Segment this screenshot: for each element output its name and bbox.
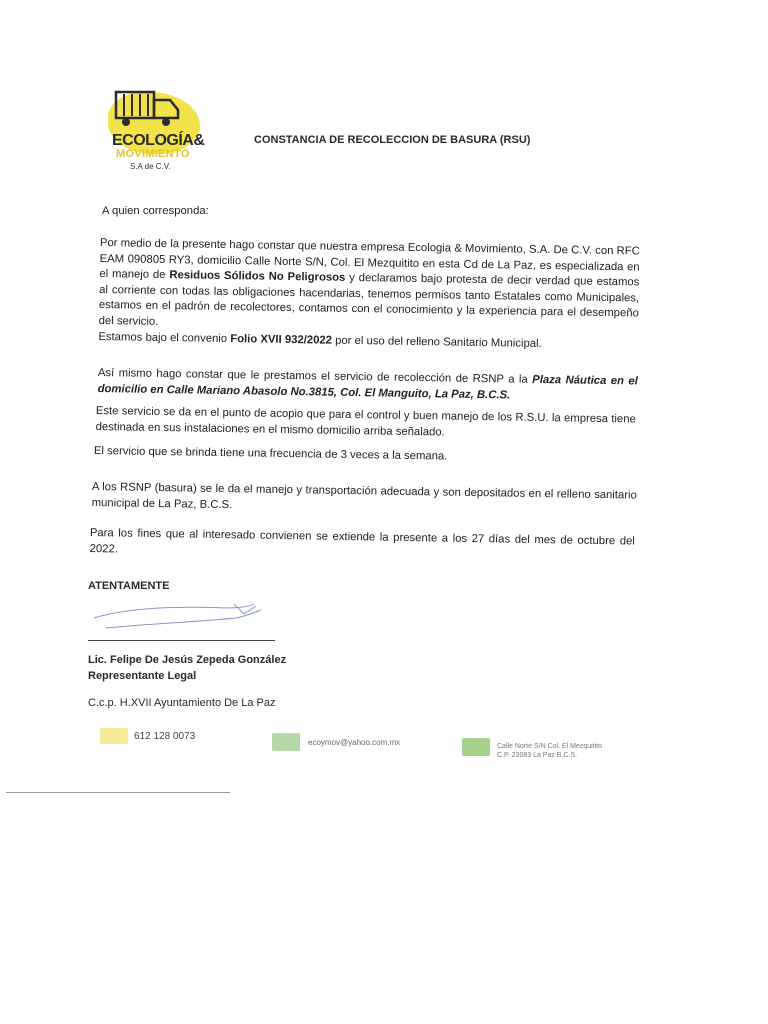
p1-text-b: y declaramos bajo protesta de decir verdad que estamos al corriente con todas las obligaciones hacendarias, tenemos permisos tanto Estatales como Municipales, estamos en el padrón de recolectores, contamos con el conocimiento y la experiencia para el desempeño del servicio. <box>98 272 640 328</box>
paragraph-company-statement <box>98 236 640 354</box>
p1-bold-folio: Folio XVII 932/2022 <box>230 332 333 347</box>
paragraph-frequency: El servicio que se brinda tiene una frecuencia de 3 veces a la semana. <box>93 444 448 463</box>
address-line-2: C.P. 23083 La Paz B.C.S. <box>497 752 578 759</box>
p1-bold-residuos: Residuos Sólidos No Peligrosos <box>169 269 346 285</box>
paragraph-disposal: A los RSNP (basura) se le da el manejo y transportación adecuada y son depositados en el relleno sanitario municipal de La Paz, B.C.S. <box>91 480 637 511</box>
p2-bold-address: Plaza Náutica en el domicilio en Calle Mariano Abasolo No.3815, Col. El Manguito, La Paz, B.C.S. <box>97 373 638 402</box>
company-logo <box>106 86 206 176</box>
p2-text-a: Así mismo hago constar que le prestamos el servicio de recolección de RSNP a la <box>97 366 533 386</box>
address-line-1: Calle Norte S/N Col. El Mezquitito <box>497 743 603 750</box>
signer-name: Lic. Felipe De Jesús Zepeda González <box>88 654 287 666</box>
greeting: A quien corresponda: <box>102 205 209 217</box>
signer-role: Representante Legal <box>88 670 197 682</box>
signature-scribble <box>86 598 276 638</box>
closing-atentamente: ATENTAMENTE <box>88 580 170 592</box>
location-icon <box>462 738 490 756</box>
signature-line <box>88 640 275 641</box>
p1-text-a: Por medio de la presente hago constar que nuestra empresa Ecologia & Movimiento, S.A. De C.V. con RFC EAM 090805 RY3, domicilio Calle Norte S/N, Col. El Mezquitito en esta Cd de La Paz, es especializada en el manejo de <box>99 236 640 282</box>
garbage-truck-icon <box>110 86 190 134</box>
document-title: CONSTANCIA DE RECOLECCION DE BASURA (RSU) <box>254 134 531 146</box>
paragraph-collection-point: Este servicio se da en el punto de acopio que para el control y buen manejo de los R.S.U. la empresa tiene destinada en sus instalaciones en el mismo domicilio arriba señalado. <box>95 404 636 439</box>
phone-icon <box>100 728 128 744</box>
carbon-copy-line: C.c.p. H.XVII Ayuntamiento De La Paz <box>88 697 276 709</box>
contact-email: ecoymov@yahoo.com.mx <box>308 738 401 747</box>
logo-text-ecologia: ECOLOGÍA& <box>112 132 205 149</box>
contact-phone: 612 128 0073 <box>134 731 196 742</box>
paragraph-service-location <box>98 366 638 406</box>
p1-text-d: por el uso del relleno Sanitario Municipal. <box>331 334 542 350</box>
paragraph-issue-date: Para los fines que al interesado convienen se extiende la presente a los 27 días del mes de octubre del 2022. <box>89 526 635 556</box>
p1-text-c: Estamos bajo el convenio <box>98 330 231 345</box>
contact-address <box>497 742 657 760</box>
mail-icon <box>272 733 300 751</box>
logo-text-movimiento: MOVIMIENTO <box>116 148 190 160</box>
page-bottom-rule <box>6 792 230 793</box>
signer-block <box>88 652 286 684</box>
logo-text-sa: S.A de C.V. <box>130 162 171 171</box>
